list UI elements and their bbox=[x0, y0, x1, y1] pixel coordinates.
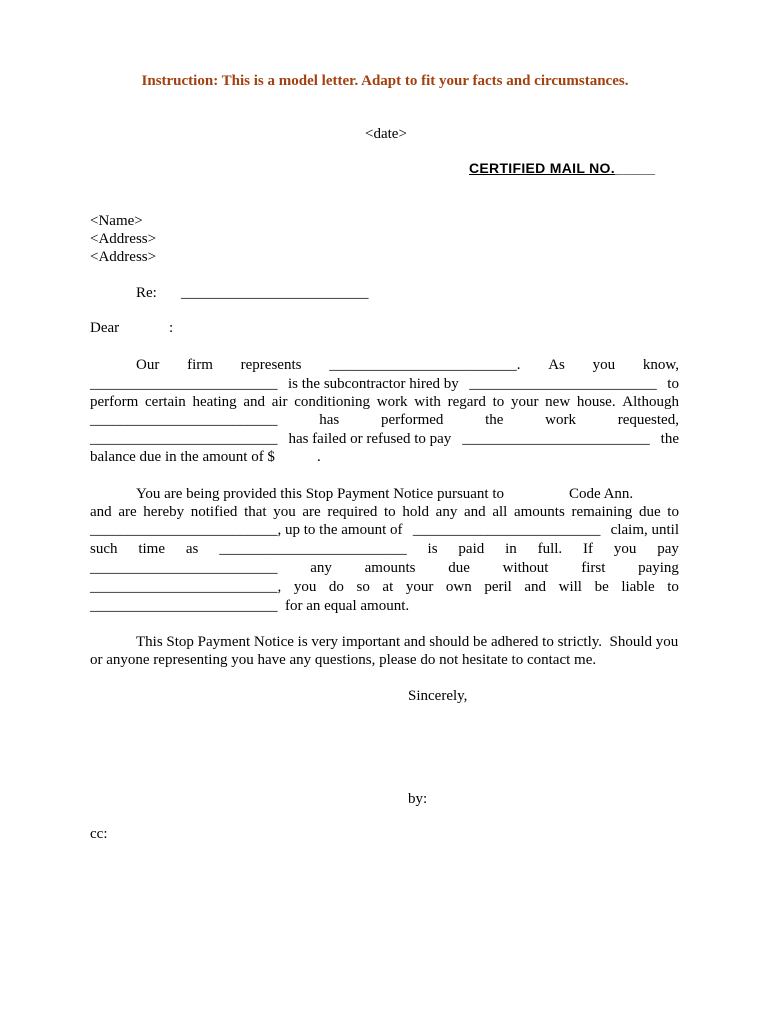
recipient-address-1: <Address> bbox=[90, 231, 157, 247]
text-token: as bbox=[185, 541, 199, 557]
text-token: and bbox=[524, 579, 547, 595]
text-token: is the subcontractor hired by bbox=[288, 376, 459, 392]
text-token: firm bbox=[187, 357, 213, 373]
text-token: you bbox=[273, 504, 296, 520]
paragraph-2-line-6 bbox=[90, 578, 679, 596]
text-token: at bbox=[382, 579, 394, 595]
text-token: _________________________ bbox=[462, 431, 650, 447]
text-token: new bbox=[545, 394, 571, 410]
text-token: _________________________. bbox=[329, 357, 521, 373]
text-token: perform bbox=[90, 394, 139, 410]
text-token: and bbox=[90, 504, 112, 520]
text-token: hereby bbox=[143, 504, 185, 520]
text-token: pay bbox=[657, 541, 679, 557]
text-token: to bbox=[667, 504, 679, 520]
text-token: As bbox=[548, 357, 565, 373]
text-token: you bbox=[592, 357, 616, 373]
re-label: Re: bbox=[136, 285, 157, 301]
text-token: work bbox=[545, 412, 576, 428]
text-token: to bbox=[492, 394, 505, 410]
text-token: represents bbox=[240, 357, 302, 373]
paragraph-2-line-2 bbox=[90, 503, 679, 521]
text-token: that bbox=[244, 504, 267, 520]
text-token: If bbox=[583, 541, 594, 557]
text-token: and bbox=[463, 504, 486, 520]
text-token: paid bbox=[458, 541, 485, 557]
text-token: conditioning bbox=[294, 394, 371, 410]
text-token: _________________________ bbox=[219, 541, 407, 557]
text-token: be bbox=[594, 579, 609, 595]
re-blank: _________________________ bbox=[181, 285, 369, 301]
salutation-dear: Dear bbox=[90, 320, 120, 336]
certified-mail-line bbox=[469, 159, 655, 177]
text-token: any bbox=[310, 560, 332, 576]
text-token: hold bbox=[402, 504, 429, 520]
text-token: are bbox=[302, 504, 321, 520]
text-token: own bbox=[445, 579, 472, 595]
text-token: _________________________ bbox=[90, 376, 278, 392]
text-token: amounts bbox=[364, 560, 416, 576]
text-token: _________________________ bbox=[412, 522, 601, 538]
paragraph-2-line-4 bbox=[90, 540, 679, 558]
text-token: and bbox=[243, 394, 266, 410]
text-token: are bbox=[118, 504, 137, 520]
text-token: liable bbox=[621, 579, 655, 595]
paragraph-1-line-3 bbox=[90, 393, 679, 411]
text-token: your bbox=[510, 394, 539, 410]
text-token: remaining bbox=[571, 504, 633, 520]
recipient-name: <Name> bbox=[90, 213, 143, 229]
text-token: such bbox=[90, 541, 118, 557]
text-token: is bbox=[427, 541, 438, 557]
paragraph-1-line-5 bbox=[90, 430, 679, 448]
text-token: house. bbox=[576, 394, 616, 410]
paragraph-1-line-2 bbox=[90, 375, 679, 393]
text-token: work bbox=[376, 394, 408, 410]
paragraph-2-line-3 bbox=[90, 521, 679, 539]
recipient-address-2: <Address> bbox=[90, 249, 157, 265]
text-token: all bbox=[492, 504, 508, 520]
paragraph-2-line-5 bbox=[90, 559, 679, 577]
paragraph-1-line-1 bbox=[136, 356, 679, 374]
text-token: _________________________, up to the amount of bbox=[90, 522, 403, 538]
text-token: first bbox=[581, 560, 606, 576]
text-token: amounts bbox=[513, 504, 565, 520]
text-token: certain bbox=[145, 394, 186, 410]
text-token: _________________________ bbox=[90, 560, 278, 576]
paragraph-1-line-6b: . bbox=[317, 449, 321, 465]
text-token: any bbox=[435, 504, 458, 520]
signature-by: by: bbox=[408, 791, 428, 807]
text-token: paying bbox=[638, 560, 679, 576]
paragraph-2-line-1a: You are being provided this Stop Payment Notice pursuant to bbox=[136, 486, 505, 502]
text-token: has failed or refused to pay bbox=[288, 431, 452, 447]
date-placeholder: <date> bbox=[365, 126, 407, 142]
salutation-colon: : bbox=[169, 320, 174, 336]
paragraph-1-line-4 bbox=[90, 411, 679, 429]
text-token: to bbox=[384, 504, 396, 520]
certified-label: CERTIFIED MAIL NO. bbox=[469, 160, 615, 176]
cc-label: cc: bbox=[90, 826, 108, 842]
paragraph-2-line-7: _________________________ for an equal amount. bbox=[90, 598, 410, 614]
text-token: due bbox=[448, 560, 470, 576]
text-token: notified bbox=[190, 504, 238, 520]
certified-blank: _____ bbox=[614, 160, 656, 176]
instruction-line: Instruction: This is a model letter. Adapt to fit your facts and circumstances. bbox=[141, 73, 629, 89]
text-token: required bbox=[327, 504, 378, 520]
text-token: regard bbox=[447, 394, 486, 410]
paragraph-2-line-1b: Code Ann. bbox=[569, 486, 634, 502]
text-token: do bbox=[328, 579, 344, 595]
text-token: the bbox=[660, 431, 679, 447]
text-token: performed bbox=[380, 412, 444, 428]
text-token: the bbox=[485, 412, 504, 428]
text-token: to bbox=[667, 579, 679, 595]
text-token: _________________________, bbox=[90, 579, 282, 595]
text-token: due bbox=[638, 504, 661, 520]
text-token: you bbox=[293, 579, 317, 595]
paragraph-3-line-1: This Stop Payment Notice is very important and should be adhered to strictly. Should you bbox=[136, 634, 679, 650]
text-token: full. bbox=[537, 541, 563, 557]
text-token: requested, bbox=[617, 412, 679, 428]
text-token: air bbox=[271, 394, 288, 410]
text-token: in bbox=[505, 541, 517, 557]
text-token: Our bbox=[136, 357, 160, 373]
text-token: with bbox=[414, 394, 441, 410]
text-token: _________________________ bbox=[90, 431, 278, 447]
text-token: claim, until bbox=[610, 522, 679, 538]
paragraph-1-line-6a: balance due in the amount of $ bbox=[90, 449, 275, 465]
text-token: will bbox=[558, 579, 582, 595]
text-token: peril bbox=[484, 579, 512, 595]
text-token: you bbox=[613, 541, 637, 557]
text-token: has bbox=[319, 412, 340, 428]
text-token: your bbox=[405, 579, 434, 595]
text-token: time bbox=[138, 541, 166, 557]
text-token: _________________________ bbox=[90, 412, 278, 428]
text-token: without bbox=[502, 560, 549, 576]
text-token: know, bbox=[642, 357, 679, 373]
text-token: so bbox=[356, 579, 370, 595]
text-token: _________________________ bbox=[469, 376, 657, 392]
text-token: to bbox=[667, 376, 679, 392]
text-token: Although bbox=[622, 394, 679, 410]
closing-sincerely: Sincerely, bbox=[408, 688, 468, 704]
paragraph-3-line-2: or anyone representing you have any questions, please do not hesitate to contact me. bbox=[90, 652, 597, 668]
text-token: heating bbox=[192, 394, 237, 410]
